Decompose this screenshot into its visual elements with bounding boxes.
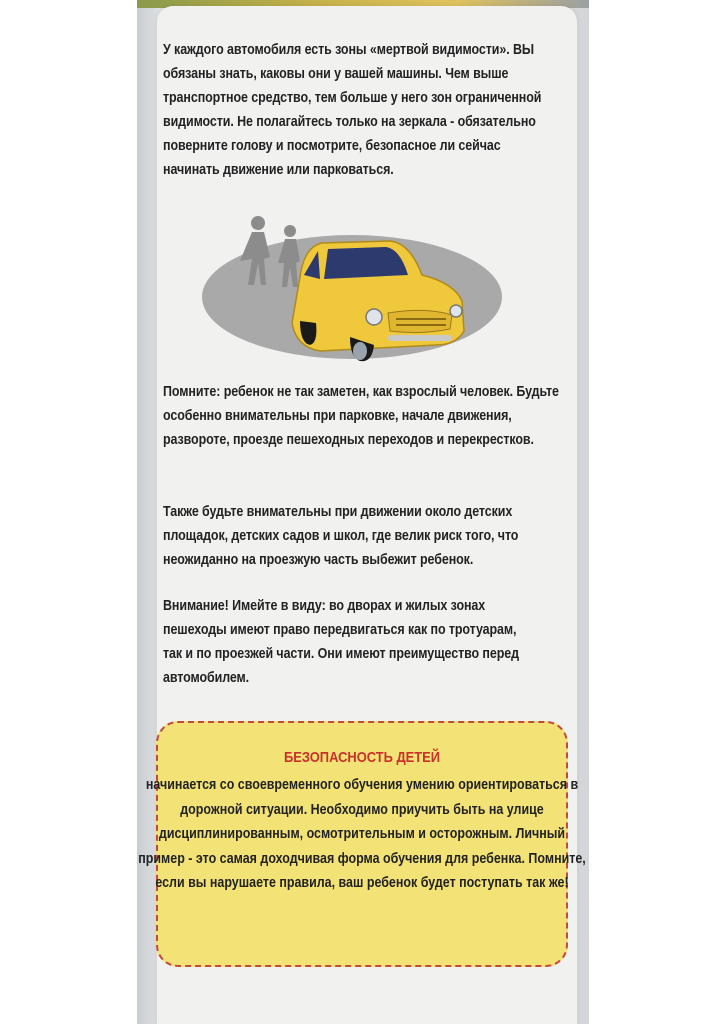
paragraph-playgrounds: Также будьте внимательны при движении около детских площадок, детских садов и школ, где велик риск того, что неожиданно на проезжую часть выбежит ребенок.: [163, 504, 519, 568]
notice-body: начинается со своевременного обучения умению ориентироваться в дорожной ситуации. Необходимо приучить быть на улице дисциплинированным, осмотрительным и осторожным. Личный пример - это самая доходчивая форма обучения для ребенка. Помните, если вы нарушаете правила, ваш ребенок будет поступать так же!: [138, 777, 586, 891]
notice-title: БЕЗОПАСНОСТЬ ДЕТЕЙ: [283, 749, 441, 766]
paragraph-child-visibility: Помните: ребенок не так заметен, как взрослый человек. Будьте особенно внимательны при парковке, начале движения, развороте, проезде пешеходных переходов и перекрестков.: [163, 384, 559, 448]
paragraph-blind-spots: У каждого автомобиля есть зоны «мертвой видимости». ВЫ обязаны знать, каковы они у вашей машины. Чем выше транспортное средство, тем больше у него зон ограниченной видимости. Не полагайтесь только на зеркала - обязательно поверните голову и посмотрите, безопасное ли сейчас начинать движение или парковаться.: [163, 42, 542, 178]
car-pedestrians-illustration: [200, 205, 510, 375]
paragraph-attention: Внимание! Имейте в виду: во дворах и жилых зонах пешеходы имеют право передвигаться как по тротуарам, так и по проезжей части. Они имеют преимущество перед автомобилем.: [163, 598, 519, 686]
